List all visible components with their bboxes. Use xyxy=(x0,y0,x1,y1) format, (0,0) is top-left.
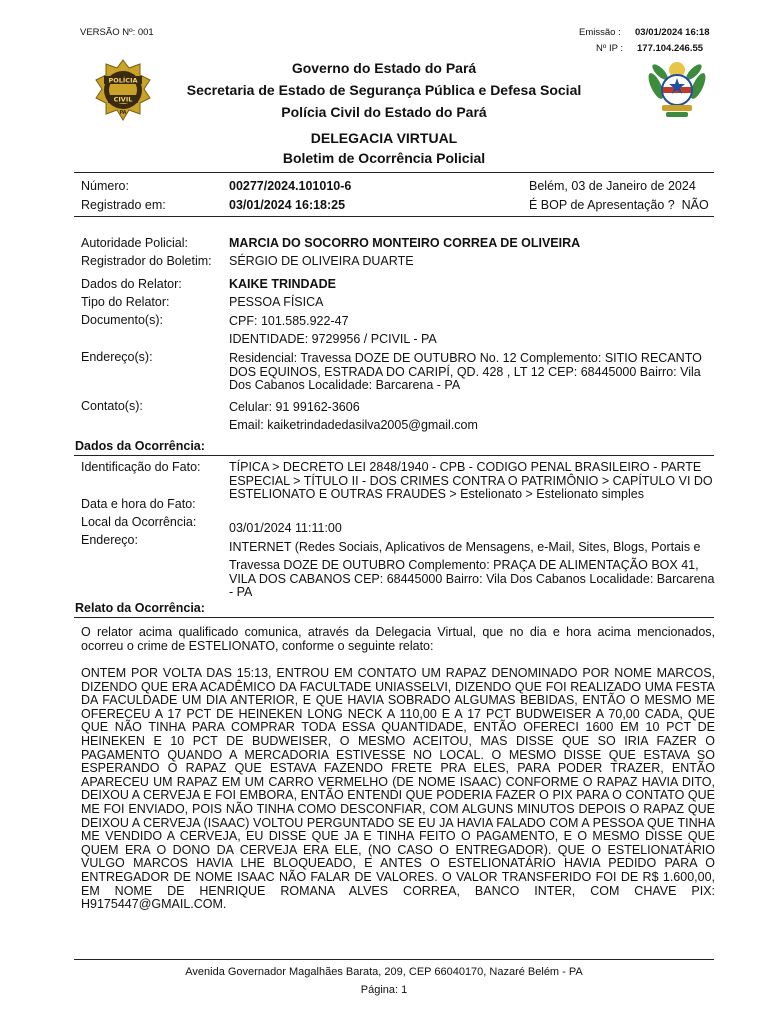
autoridade-value: MARCIA DO SOCORRO MONTEIRO CORREA DE OLIVEIRA xyxy=(229,236,581,250)
bop-info xyxy=(529,198,709,212)
data-label: Data e hora do Fato: xyxy=(81,497,196,511)
version-value: 001 xyxy=(137,27,154,38)
email-value: Email: kaiketrindadedasilva2005@gmail.com xyxy=(229,418,478,432)
ip-label: Nº IP : xyxy=(596,43,624,54)
celular-value: Celular: 91 99162-3606 xyxy=(229,400,360,414)
identidade-value: IDENTIDADE: 9729956 / PCIVIL - PA xyxy=(229,332,437,346)
tipo-value: PESSOA FÍSICA xyxy=(229,295,324,309)
relator-label: Dados do Relator: xyxy=(81,277,182,291)
cpf-value: CPF: 101.585.922-47 xyxy=(229,314,349,328)
endereco-ocorrencia-value: Travessa DOZE DE OUTUBRO Complemento: PRAÇA DE ALIMENTAÇÃO BOX 41, VILA DOS CABANOS CEP: 68445000 Bairro: Vila Dos Cabanos Localidade: Barcarena - PA xyxy=(229,558,715,599)
bop-question: É BOP de Apresentação ? xyxy=(529,198,675,212)
relato-story: ONTEM POR VOLTA DAS 15:13, ENTROU EM CONTATO UM RAPAZ DENOMINADO POR NOME MARCOS, DIZENDO QUE ERA ACADÊMICO DA FACULTADE UNIASSELVI, DIZENDO QUE FOI REALIZADO UMA FESTA DA FACULDADE UM DIA ANTERIOR, E QUE HAVIA SOBRADO ALGUMAS BEBIDAS, ENTÃO O MESMO ME OFERECEU A 17 PCT DE HEINEKEN LONG NECK A 110,00 E A 17 PCT BUDWEISER A 70,00 CADA, QUE QUE NÃO TINHA PARA COMPRAR TODA ESSA QUANTIDADE, ENTÃO OFERECI 1600 EM 10 PCT DE HEINEKEN E 10 PCT DE BUDWEISER, O MESMO ACEITOU, MAS DISSE QUE SO IRIA FAZER O PAGAMENTO QUANDO A MERCADORIA ESTIVESSE NO LOCAL. O MESMO DISSE QUE ESTAVA SO ESPERANDO O RAPAZ QUE ESTAVA FAZENDO FRETE PRA ELES, PARA PODER TRAZER, ENTÃO APARECEU UM RAPAZ EM UM CARRO VERMELHO (DE NOME ISAAC) CONFORME O RAPAZ HAVIA DITO, DEIXOU A CERVEJA E FOI EMBORA, ENTÃO ENTENDI QUE PODERIA FAZER O PIX PARA O CONTATO QUE ME FOI ENVIADO, POIS NÃO TINHA COMO DESCONFIAR, COM ALGUNS MINUTOS DEPOIS O RAPAZ QUE DEIXOU A CERVEJA (ISAAC) VOLTOU PERGUNTADO SE EU JA HAVIA FALADO COM A PESSOA QUE TINHA ME VENDIDO A CERVEJA, EU DISSE QUE JA E TINHA FEITO O PAGAMENTO, E O MESMO DISSE QUE QUEM ERA O DONO DA CERVEJA ERA ELE, (NO CASO O ENTREGADOR). QUE O ESTELIONATÁRIO VULGO MARCOS HAVIA LHE BLOQUEADO, E ANTES O ESTELIONATÁRIO HAVIA PEDIDO PARA O ENTREGADOR DE NOME ISAAC NÃO FALAR DE VALORES. O VALOR TRANSFERIDO FOI DE R$ 1.600,00, EM NOME DE HENRIQUE ROMANA ALVES CORREA, BANCO INTER, COM CHAVE PIX: H9175447@GMAIL.COM. xyxy=(81,666,715,912)
divider xyxy=(74,455,714,456)
section-title-relato: Relato da Ocorrência: xyxy=(75,601,205,615)
emission-value: 03/01/2024 16:18 xyxy=(635,27,710,38)
header-line-4: DELEGACIA VIRTUAL xyxy=(310,130,458,146)
tipo-label: Tipo do Relator: xyxy=(81,295,170,309)
footer-page: Página: 1 xyxy=(360,984,408,996)
local-label: Local da Ocorrência: xyxy=(81,515,197,529)
header-line-5: Boletim de Ocorrência Policial xyxy=(282,150,486,166)
endereco-value: Residencial: Travessa DOZE DE OUTUBRO No. 12 Complemento: SITIO RECANTO DOS EQUINOS, ESTRADA DO CARIPÍ, QD. 428 , LT 12 CEP: 68445000 Bairro: Vila Dos Cabanos Localidade: Barcarena - PA xyxy=(229,351,702,392)
relato-intro: O relator acima qualificado comunica, através da Delegacia Virtual, que no dia e hora acima mencionados, ocorreu o crime de ESTELIONATO, conforme o seguinte relato: xyxy=(81,625,715,653)
fato-label: Identificação do Fato: xyxy=(81,460,201,474)
relator-value: KAIKE TRINDADE xyxy=(229,277,336,291)
endereco-ocorrencia-label: Endereço: xyxy=(81,533,138,547)
divider xyxy=(74,216,714,217)
badge-text-top: POLÍCIA xyxy=(108,76,138,85)
divider xyxy=(74,617,714,618)
data-value: 03/01/2024 11:11:00 xyxy=(229,521,342,535)
badge-text-state: PA xyxy=(119,110,127,116)
version-info xyxy=(80,27,154,38)
contato-label: Contato(s): xyxy=(81,399,143,413)
bop-answer: NÃO xyxy=(681,198,709,212)
fato-value: TÍPICA > DECRETO LEI 2848/1940 - CPB - CODIGO PENAL BRASILEIRO - PARTE ESPECIAL > TÍTULO II - DOS CRIMES CONTRA O PATRIMÔNIO > CAPÍTULO VI DO ESTELIONATO E OUTRAS FRAUDES > Estelionato > Estelionato simples xyxy=(229,460,713,501)
local-value: INTERNET (Redes Sociais, Aplicativos de Mensagens, e-Mail, Sites, Blogs, Portais e xyxy=(229,540,701,554)
header-line-1: Governo do Estado do Pará xyxy=(291,60,477,76)
badge-text-bottom: CIVIL xyxy=(113,95,133,104)
registrador-label: Registrador do Boletim: xyxy=(81,254,212,268)
numero-label: Número: xyxy=(81,179,129,193)
footer-address: Avenida Governador Magalhães Barata, 209, CEP 66040170, Nazaré Belém - PA xyxy=(185,966,583,978)
registrador-value: SÉRGIO DE OLIVEIRA DUARTE xyxy=(229,254,414,268)
endereco-label: Endereço(s): xyxy=(81,350,153,364)
documentos-label: Documento(s): xyxy=(81,313,163,327)
header-line-2: Secretaria de Estado de Segurança Pública e Defesa Social xyxy=(186,82,582,98)
emission-label: Emissão : xyxy=(579,27,621,38)
divider xyxy=(74,172,714,173)
header-line-3: Polícia Civil do Estado do Pará xyxy=(281,104,487,120)
version-label: VERSÃO Nº: xyxy=(80,27,136,38)
place-date: Belém, 03 de Janeiro de 2024 xyxy=(529,179,696,193)
autoridade-label: Autoridade Policial: xyxy=(81,236,189,250)
ip-value: 177.104.246.55 xyxy=(637,43,704,54)
numero-value: 00277/2024.101010-6 xyxy=(229,179,352,193)
registrado-value: 03/01/2024 16:18:25 xyxy=(229,198,346,212)
divider xyxy=(74,959,714,960)
section-title-ocorrencia: Dados da Ocorrência: xyxy=(75,439,205,453)
registrado-label: Registrado em: xyxy=(81,198,166,212)
